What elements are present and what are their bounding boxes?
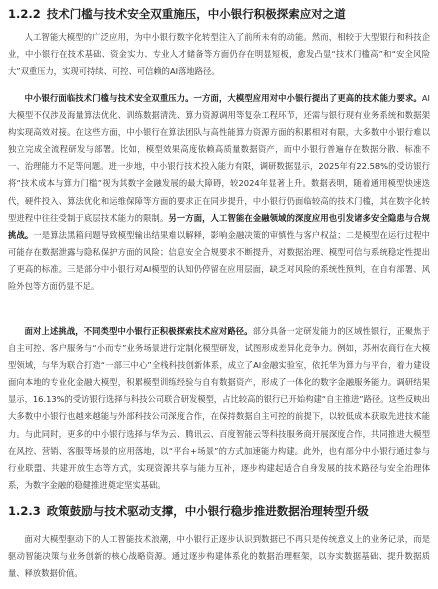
paragraph-text-2: 一是算法黑箱问题导致模型输出结果难以解释，影响金融决策的审慎性与客户权益；二是模型在运行过程中可能存在数据泄露与隐私保护方面的风险；信息安全合规要求不断提升，对数据治理、模型可信与系统稳定性提出了更高的标准。三是部分中小银行对AI模型的认知仍停留在应用层面，缺乏对风险的系统性预判，在自有部署、风险外包等方面仍显不足。 xyxy=(8,229,430,292)
paragraph-text: 面对大模型驱动下的人工智能技术浪潮，中小银行正逐步认识到数据已不再只是传统意义上的业务记录，而是驱动智能决策与业务创新的核心战略资源。通过逐步构建体系化的数据治理框架，以夯实数据基础、提升数据质量、释放数据价值。 xyxy=(8,534,430,579)
section-title: 政策鼓励与技术驱动支撑，中小银行稳步推进数据治理转型升级 xyxy=(46,504,369,518)
paragraph-text: AI大模型不仅涉及海量算法优化、训练数据清洗、算力资源调用等复杂工程环节，还需与银行现有业务系统和数据架构实现高效对接。在这些方面，中小银行在算法团队与高性能算力资源方面的积累相对有限，大多数中小银行难以独立完成全流程研发与部署。比如，模型效果高度依赖高质量数据资产，而中小银行普遍存在数据分散、标准不一、治理能力不足等问题。进一步地，中小银行技术投入能力有限，调研数据显示，2025年有22.58%的受访银行将“技术成本与算力门槛”视为其数字金融发展的最大障碍，较2024年显著上升。数据表明，随着通用模型快速迭代，硬件投入、算法优化和运维保障等方面的要求正在同步提升，中小银行仍面临较高的技术门槛，其在数字化转型进程中往往受制于底层技术能力的限制。 xyxy=(8,93,430,223)
paragraph-intro xyxy=(8,29,430,81)
section-number: 1.2.2 xyxy=(8,7,41,21)
paragraph-lead: 面对上述挑战，不同类型中小银行正积极探索技术应对路径。 xyxy=(24,326,253,336)
paragraph-double-pressure xyxy=(8,90,430,312)
section-heading-1-2-2 xyxy=(8,6,432,22)
paragraph-lead: 中小银行面临技术门槛与技术安全双重压力。一方面，大模型应用对中小银行提出了更高的技术能力要求。 xyxy=(24,93,422,103)
section-title: 技术门槛与技术安全双重施压，中小银行积极探索应对之道 xyxy=(46,7,346,21)
section-number: 1.2.3 xyxy=(8,504,41,518)
paragraph-lead-2: 另一方面，人工智能在金融领域的深度应用也引发诸多安全隐患与合规挑战。 xyxy=(8,212,430,240)
paragraph-text: 部分具备一定研发能力的区域性银行，正聚焦于自主可控、客户服务与“小而专”业务场景进行定制化模型研发，试图形成差异化竞争力。例如，苏州农商行在大模型领域，与华为联合打造“一部三中心”全栈科技创新体系，成立了AI金融实验室，依托华为算力与平台，着力建设面向本地的专业化金融大模型，积累模型训练经验与自有数据资产，形成了一体化的数字金融服务能力。调研结果显示，16.13%的受访银行选择与科技公司联合研发模型，占比较高的银行已开始构建“自主推进”路径。这些反映出大多数中小银行也越来越能与外部科技公司深度合作，在保持数据自主可控的前提下，以较低成本获取先进技术能力。与此同时，更多的中小银行选择与华为云、腾讯云、百度智能云等科技服务商开展深度合作，共同推进大模型在风控、营销、客服等场景的应用落地，以“平台+场景”的方式加速能力构建。此外，也有部分中小银行通过参与行业联盟、共建开放生态等方式，实现资源共享与能力互补，逐步构建起适合自身发展的技术路径与安全治理体系，为数字金融的稳健推进奠定坚实基础。 xyxy=(8,326,430,490)
paragraph-data-governance xyxy=(8,531,430,587)
section-heading-1-2-3 xyxy=(8,503,432,519)
paragraph-tech-response xyxy=(8,323,430,495)
paragraph-text: 人工智能大模型的广泛应用，为中小银行数字化转型注入了前所未有的动能。然而，相较于大型银行和科技企业，中小银行在技术基础、资金实力、专业人才储备等方面仍存在明显短板，愈发凸显“技术门槛高”和“安全风险大”双重压力，实现可持续、可控、可信赖的AI落地路径。 xyxy=(8,32,430,77)
